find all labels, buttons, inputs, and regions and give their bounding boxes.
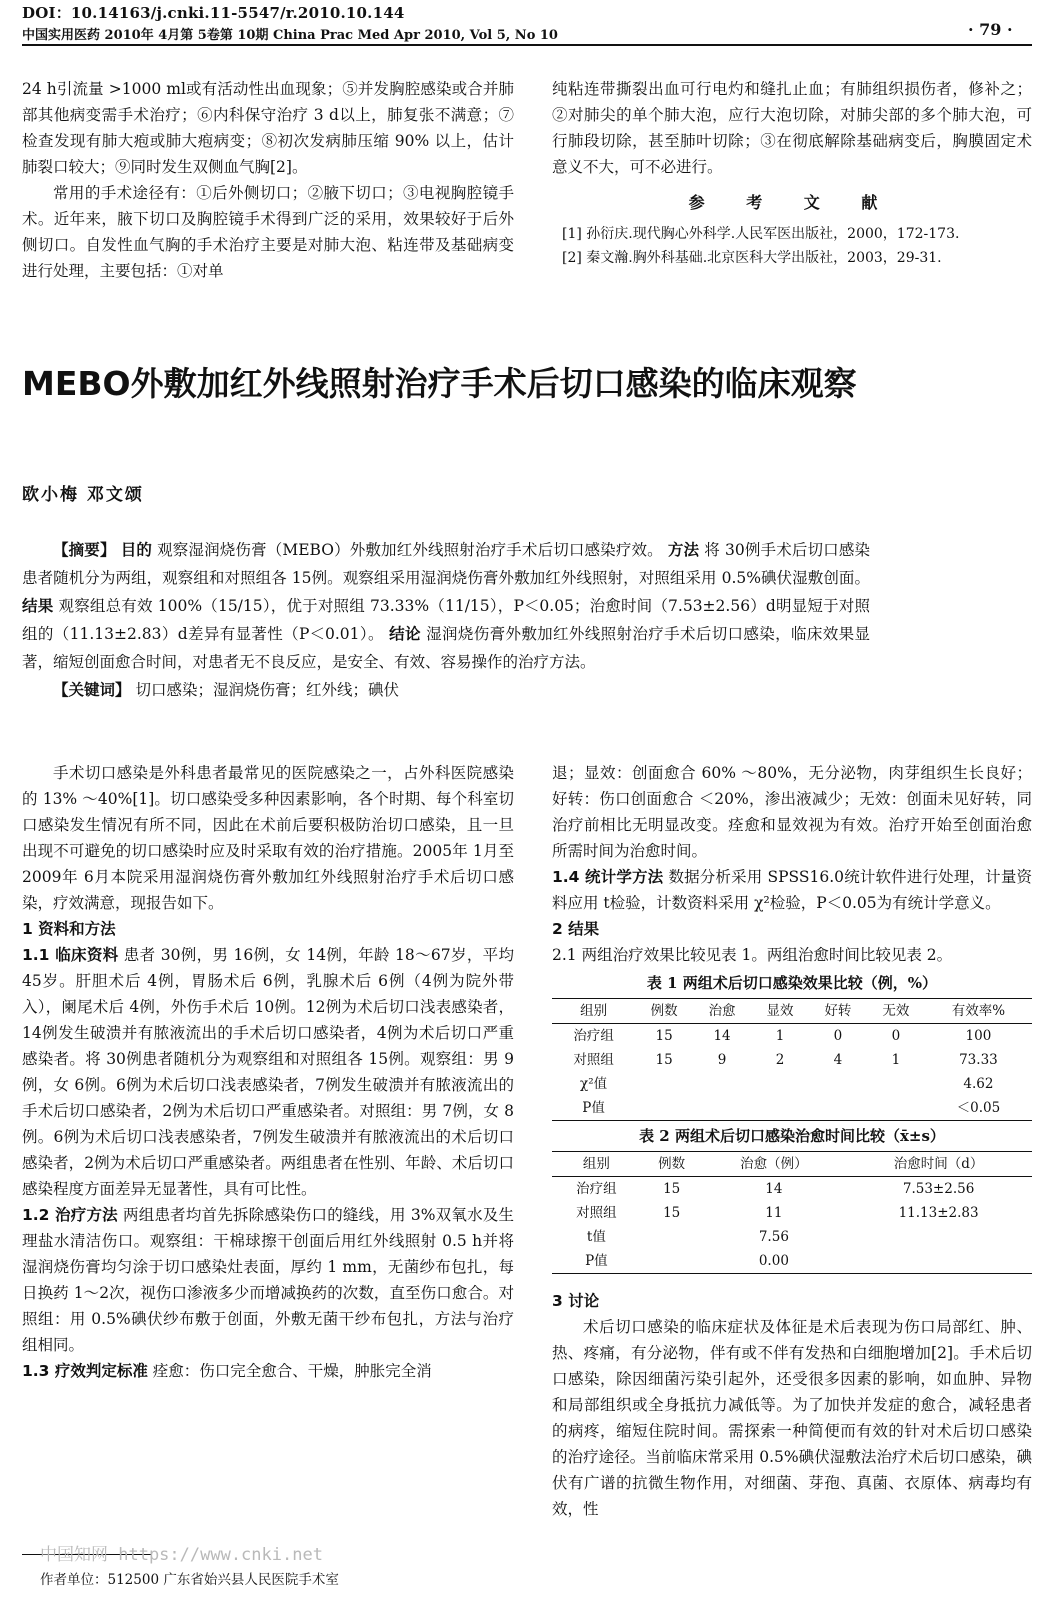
table-cell: [635, 1072, 693, 1096]
subsection-text: 痊愈：伤口完全愈合、干燥，肿胀完全消: [152, 1362, 432, 1380]
page-number: · 79 ·: [968, 20, 1013, 39]
table1-header-cell: 无效: [867, 999, 925, 1024]
table-cell: 7.56: [758, 1229, 789, 1245]
prev-paragraph-1: 24 h引流量 >1000 ml或有活动性出血现象；⑤并发胸腔感染或合并肺部其他病变需手术治疗；⑥内科保守治疗 3 d以上，肺复张不满意；⑦检查发现有肺大疱或肺大疱病变；⑧初次发病肺压缩 90% 以上，估计肺裂口较大；⑨同时发生双侧血气胸[2]。: [22, 80, 514, 176]
subsection-paragraph: [22, 942, 514, 1202]
table1-header-cell: 例数: [635, 999, 693, 1024]
table-cell: [641, 1225, 703, 1249]
table-cell: ＜0.05: [925, 1096, 1032, 1121]
table-cell: 11.13±2.83: [898, 1205, 979, 1221]
table-cell: 73.33: [959, 1052, 998, 1068]
table2-header-cell: 治愈（例）: [703, 1152, 846, 1177]
table-cell: χ²值: [580, 1076, 608, 1092]
abstract-block: [22, 536, 870, 704]
table-row: [552, 1177, 1032, 1202]
table-cell: 15: [655, 1052, 673, 1068]
table2-header-row: [552, 1152, 1032, 1177]
prev-article-left-column: [22, 76, 514, 284]
table-cell: 2: [775, 1052, 785, 1068]
discussion-heading: 3 讨论: [552, 1292, 600, 1310]
table-cell: 15: [663, 1181, 681, 1197]
keywords-line: [22, 676, 870, 704]
table2-header-cell: 治愈时间（d）: [845, 1152, 1032, 1177]
table1: [552, 998, 1032, 1121]
keywords-label: 【关键词】: [53, 681, 131, 699]
table1-header-cell: 有效率%: [925, 999, 1032, 1024]
article-authors: 欧小梅 邓文颂: [22, 485, 144, 505]
table-cell: P值: [552, 1249, 641, 1274]
table-cell: 4.62: [963, 1076, 994, 1092]
subsection-heading: 1.1 临床资料: [22, 946, 119, 964]
abstract-label: 【摘要】: [53, 541, 116, 559]
criteria-continued: 退；显效：创面愈合 60% ～80%，无分泌物，肉芽组织生长良好；好转：伤口创面愈合 ＜20%，渗出液减少；无效：创面未见好转，同治疗前相比无明显改变。痊愈和显效视为有效。治疗开始至创面治愈所需时间为治愈时间。: [552, 764, 1032, 860]
body-right-column: [552, 760, 1032, 1522]
table-cell: 14: [765, 1181, 783, 1197]
table1-header-row: [552, 999, 1032, 1024]
subsection-heading: 1.2 治疗方法: [22, 1206, 118, 1224]
table-cell: 治疗组: [576, 1181, 617, 1197]
discussion-paragraph: 术后切口感染的临床症状及体征是术后表现为伤口局部红、肿、热、疼痛，有分泌物，伴有或不伴有发热和白细胞增加[2]。手术后切口感染，除因细菌污染引起外，还受很多因素的影响，如血肿、异物和局部组织或全身抵抗力减低等。为了加快并发症的愈合，减轻患者的病疼，缩短住院时间。需探索一种简便而有效的针对术后切口感染的治疗途径。当前临床常采用 0.5%碘伏湿敷法治疗术后切口感染，碘伏有广谱的抗微生物作用，对细菌、芽孢、真菌、衣原体、病毒均有效，性: [552, 1318, 1032, 1518]
table2-header-cell: 组别: [552, 1152, 641, 1177]
abstract-seg-text: 湿润烧伤膏外敷加红外线照射治疗手术后切口感染，临床效果显著，缩短创面愈合时间，对患者无不良反应，是安全、有效、容易操作的治疗方法。: [22, 625, 870, 671]
intro-paragraph: 手术切口感染是外科患者最常见的医院感染之一，占外科医院感染的 13% ～40%[1]。切口感染受多种因素影响，各个时期、每个科室切口感染发生情况有所不同，因此在术前后要积极防治切口感染，且一旦出现不可避免的切口感染时应及时采取有效的治疗措施。2005年 1月至 2009年 6月本院采用湿润烧伤膏外敷加红外线照射治疗手术后切口感染，疗效满意，现报告如下。: [22, 764, 514, 912]
table-cell: 100: [965, 1028, 992, 1044]
section-heading: 1 资料和方法: [22, 920, 116, 938]
abstract-seg-label: 结论: [389, 625, 421, 643]
table-cell: [809, 1072, 867, 1096]
header-rule: [22, 44, 1032, 46]
table-cell: [751, 1096, 809, 1121]
table-cell: 11: [765, 1205, 783, 1221]
table-cell: 0: [891, 1028, 901, 1044]
table-cell: 治疗组: [573, 1028, 614, 1044]
table-row: [552, 1048, 1032, 1072]
table2: [552, 1151, 1032, 1274]
table-cell: 0: [833, 1028, 843, 1044]
table-cell: P值: [552, 1096, 635, 1121]
author-affiliation: 作者单位：512500 广东省始兴县人民医院手术室: [40, 1572, 339, 1588]
table-row: [552, 1201, 1032, 1225]
subsection-text: 数据分析采用 SPSS16.0统计软件进行处理，计量资料应用 t检验，计数资料采用 χ²检验，P＜0.05为有统计学意义。: [552, 868, 1032, 912]
table1-caption: 表 1 两组术后切口感染效果比较（例，%）: [646, 974, 938, 992]
table-cell: 1: [775, 1028, 785, 1044]
prev-article-right-column: [552, 76, 1032, 270]
prev-paragraph-2: 常用的手术途径有：①后外侧切口；②腋下切口；③电视胸腔镜手术。近年来，腋下切口及胸腔镜手术得到广泛的采用，效果较好于后外侧切口。自发性血气胸的手术治疗主要是对肺大泡、粘连带及基础病变进行处理，主要包括：①对单: [22, 184, 514, 280]
table-cell: [641, 1249, 703, 1274]
reference-item: [2] 秦文瀚.胸外科基础.北京医科大学出版社，2003，29-31.: [562, 250, 942, 266]
subsection-paragraph: [22, 1202, 514, 1358]
table-cell: [809, 1096, 867, 1121]
subsection-paragraph: [552, 864, 1032, 916]
table-cell: [635, 1096, 693, 1121]
journal-line: 中国实用医药 2010年 4月第 5卷第 10期 China Prac Med Apr 2010, Vol 5, No 10: [22, 28, 558, 43]
subsection-text: 两组患者均首先拆除感染伤口的缝线，用 3%双氧水及生理盐水清洁伤口。观察组：干棉球擦干创面后用红外线照射 0.5 h并将湿润烧伤膏均匀涂于切口感染灶表面，厚约 1 mm，无菌纱布包扎，每日换药 1～2次，视伤口渗液多少而增减换药的次数，直至伤口愈合。对照组：用 0.5%碘伏纱布敷于创面，外敷无菌干纱布包扎，方法与治疗组相同。: [22, 1206, 514, 1354]
abstract-seg-text: 观察湿润烧伤膏（MEBO）外敷加红外线照射治疗手术后切口感染疗效。: [157, 541, 663, 559]
abstract-seg-label: 目的: [120, 541, 153, 559]
table1-header-cell: 组别: [552, 999, 635, 1024]
table1-header-cell: 治愈: [693, 999, 751, 1024]
table-row: [552, 1225, 1032, 1249]
table-cell: 1: [891, 1052, 901, 1068]
table1-header-cell: 好转: [809, 999, 867, 1024]
table-row: [552, 1072, 1032, 1096]
article-title: MEBO外敷加红外线照射治疗手术后切口感染的临床观察: [22, 364, 857, 403]
abstract-seg-text: 观察组总有效 100%（15/15），优于对照组 73.33%（11/15），P＜0.05；治愈时间（7.53±2.56）d明显短于对照组的（11.13±2.83）d差异有显著性（P＜0.01）。: [22, 597, 870, 643]
table1-header-cell: 显效: [751, 999, 809, 1024]
table2-header-cell: 例数: [641, 1152, 703, 1177]
table-cell: [867, 1096, 925, 1121]
results-intro: 2.1 两组治疗效果比较见表 1。两组治愈时间比较见表 2。: [552, 946, 953, 964]
table-cell: [845, 1225, 1032, 1249]
abstract-seg-text: 将 30例手术后切口感染患者随机分为两组，观察组和对照组各 15例。观察组采用湿润烧伤膏外敷加红外线照射，对照组采用 0.5%碘伏湿敷创面。: [22, 541, 870, 587]
subsection-heading: 1.4 统计学方法: [552, 868, 664, 886]
table-row: [552, 1024, 1032, 1049]
keywords-text: 切口感染；湿润烧伤膏；红外线；碘伏: [135, 681, 399, 699]
abstract-seg-label: 结果: [22, 597, 54, 615]
table-cell: [845, 1249, 1032, 1274]
table-cell: [693, 1072, 751, 1096]
prev-paragraph-3: 纯粘连带撕裂出血可行电灼和缝扎止血；有肺组织损伤者，修补之；②对肺尖的单个肺大泡，应行大泡切除，对肺尖部的多个肺大泡，可行肺段切除，甚至肺叶切除；③在彻底解除基础病变后，胸膜固定术意义不大，可不必进行。: [552, 80, 1032, 176]
table-cell: [867, 1072, 925, 1096]
table-cell: [693, 1096, 751, 1121]
references-title: 参 考 文 献: [688, 193, 896, 212]
abstract-paragraph: [22, 536, 870, 676]
table-cell: 14: [713, 1028, 731, 1044]
table-row: [552, 1249, 1032, 1274]
subsection-paragraph: [22, 1358, 514, 1384]
table-cell: [751, 1072, 809, 1096]
table2-caption: 表 2 两组术后切口感染治愈时间比较（x̄±s）: [639, 1127, 945, 1145]
table-cell: 对照组: [573, 1052, 614, 1068]
table-cell: 7.53±2.56: [902, 1181, 975, 1197]
table-cell: 0.00: [703, 1249, 846, 1274]
table-cell: 15: [663, 1205, 681, 1221]
table-cell: 4: [833, 1052, 843, 1068]
table-cell: t值: [586, 1229, 606, 1245]
doi-line: DOI：10.14163/j.cnki.11-5547/r.2010.10.144: [22, 4, 405, 22]
cnki-watermark: 中国知网 https://www.cnki.net: [40, 1545, 323, 1565]
reference-item: [1] 孙衍庆.现代胸心外科学.人民军医出版社，2000，172-173.: [562, 226, 960, 242]
table-cell: 9: [717, 1052, 727, 1068]
section-heading: 2 结果: [552, 920, 600, 938]
table-cell: 对照组: [576, 1205, 617, 1221]
table-row: [552, 1096, 1032, 1121]
subsection-heading: 1.3 疗效判定标准: [22, 1362, 148, 1380]
table-cell: 15: [655, 1028, 673, 1044]
subsection-text: 患者 30例，男 16例，女 14例，年龄 18～67岁，平均 45岁。肝胆术后 4例，胃肠术后 6例，乳腺术后 6例（4例为院外带入），阑尾术后 4例，外伤手术后 10例。12例为术后切口浅表感染者，14例发生破溃并有脓液流出的手术后切口感染者，4例为术后切口严重感染者。将 30例患者随机分为观察组和对照组各 15例。观察组：男 9例，女 6例。6例为术后切口浅表感染者，7例发生破溃并有脓液流出的手术后切口感染者，2例为术后切口严重感染者。对照组：男 7例，女 8例。6例为术后切口浅表感染者，7例发生破溃并有脓液流出的术后切口感染者，2例为术后切口严重感染者。两组患者在性别、年龄、术后切口感染程度方面差异无显著性，具有可比性。: [22, 946, 514, 1198]
body-left-column: [22, 760, 514, 1384]
abstract-seg-label: 方法: [667, 541, 700, 559]
